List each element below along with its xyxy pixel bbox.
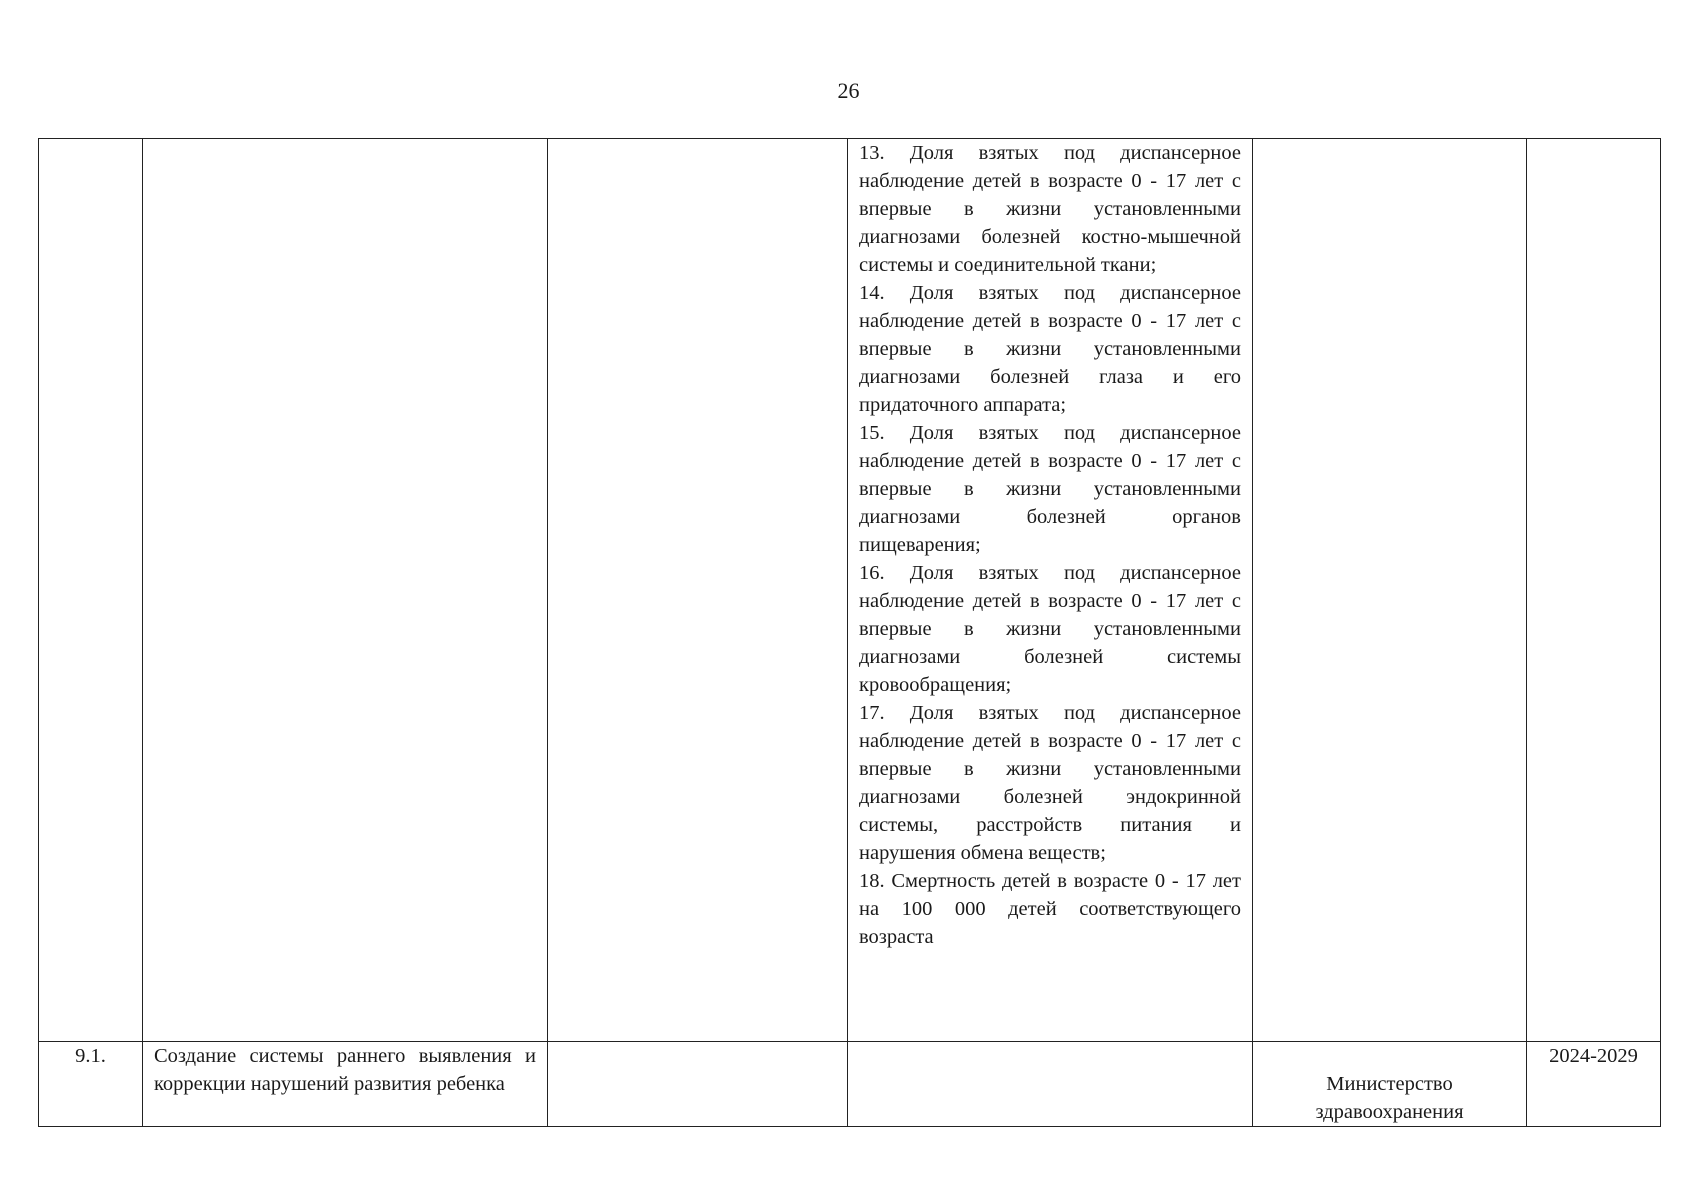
table-row — [39, 139, 1661, 1042]
cell-measure: Создание системы раннего выявления и коррекции нарушений развития ребенка — [143, 1042, 548, 1127]
cell-indicators — [848, 1042, 1253, 1127]
indicator-item: 13. Доля взятых под диспансерное наблюдение детей в возрасте 0 - 17 лет с впервые в жизни установленными диагнозами болезней костно-мышечной системы и соединительной ткани; — [859, 142, 1241, 276]
cell-col3 — [548, 139, 848, 1042]
cell-col3 — [548, 1042, 848, 1127]
indicator-item: 15. Доля взятых под диспансерное наблюдение детей в возрасте 0 - 17 лет с впервые в жизни установленными диагнозами болезней органов пищеварения; — [859, 422, 1241, 556]
cell-executor — [1253, 1042, 1527, 1127]
cell-number — [39, 139, 143, 1042]
cell-measure — [143, 139, 548, 1042]
cell-period — [1527, 139, 1661, 1042]
cell-indicators — [848, 139, 1253, 1042]
indicator-item: 14. Доля взятых под диспансерное наблюдение детей в возрасте 0 - 17 лет с впервые в жизни установленными диагнозами болезней глаза и его придаточного аппарата; — [859, 282, 1241, 416]
table-row — [39, 1042, 1661, 1127]
cell-period: 2024-2029 — [1527, 1042, 1661, 1127]
cell-number: 9.1. — [39, 1042, 143, 1127]
executor-text: Министерство здравоохранения — [1315, 1073, 1464, 1123]
indicator-item: 16. Доля взятых под диспансерное наблюдение детей в возрасте 0 - 17 лет с впервые в жизни установленными диагнозами болезней системы кровообращения; — [859, 562, 1241, 696]
indicator-item: 18. Смертность детей в возрасте 0 - 17 лет на 100 000 детей соответствующего возраста — [859, 870, 1241, 948]
program-table — [38, 138, 1661, 1127]
indicator-item: 17. Доля взятых под диспансерное наблюдение детей в возрасте 0 - 17 лет с впервые в жизни установленными диагнозами болезней эндокринной системы, расстройств питания и нарушения обмена веществ; — [859, 702, 1241, 864]
cell-executor — [1253, 139, 1527, 1042]
page-number: 26 — [837, 78, 860, 103]
